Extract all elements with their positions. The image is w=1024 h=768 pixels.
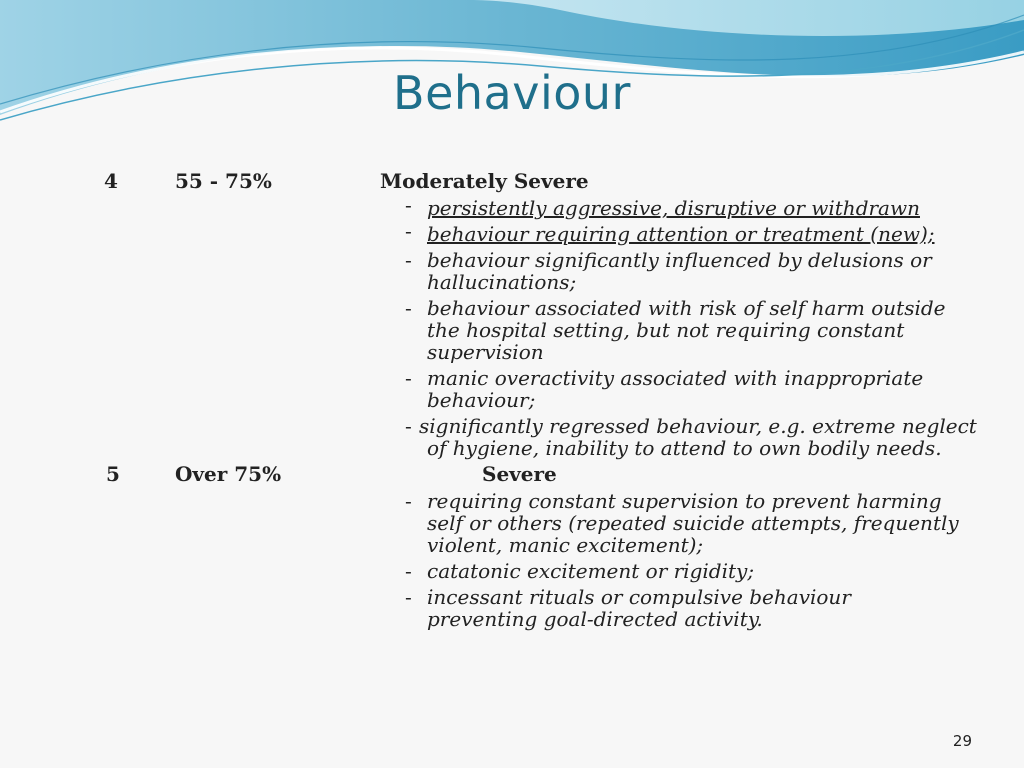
row-severity: Severe [482, 462, 557, 486]
row-range: Over 75% [175, 462, 282, 486]
bullet-dash: - [405, 366, 412, 390]
bullet-dash: - [405, 193, 412, 217]
list-item: behaviour significantly influenced by delusions or hallucinations; [427, 248, 932, 294]
list-item: behaviour associated with risk of self harm outside the hospital setting, but not requiring constant supervision [427, 296, 946, 364]
list-item: significantly regressed behaviour, e.g. extreme neglect of hygiene, inability to attend to own bodily needs. [419, 414, 977, 460]
list-item: persistently aggressive, disruptive or withdrawn [427, 196, 920, 220]
row-number: 5 [106, 462, 120, 486]
list-item: behaviour requiring attention or treatment (new); [427, 222, 935, 246]
bullet-dash: - [405, 585, 412, 609]
slide-title: Behaviour [393, 66, 631, 120]
list-item: incessant rituals or compulsive behaviour preventing goal-directed activity. [427, 585, 851, 631]
bullet-dash: - [405, 414, 412, 438]
bullet-dash: - [405, 489, 412, 513]
row-severity: Moderately Severe [380, 169, 589, 193]
bullet-dash: - [405, 559, 412, 583]
row-number: 4 [104, 169, 118, 193]
page-number: 29 [952, 732, 972, 750]
row-range: 55 - 75% [175, 169, 272, 193]
list-item: requiring constant supervision to prevent harming self or others (repeated suicide attempts, frequently violent, manic excitement); [427, 489, 959, 557]
bullet-dash: - [405, 296, 412, 320]
list-item: manic overactivity associated with inappropriate behaviour; [427, 366, 924, 412]
bullet-dash: - [405, 219, 412, 243]
list-item: catatonic excitement or rigidity; [427, 559, 755, 583]
bullet-dash: - [405, 248, 412, 272]
